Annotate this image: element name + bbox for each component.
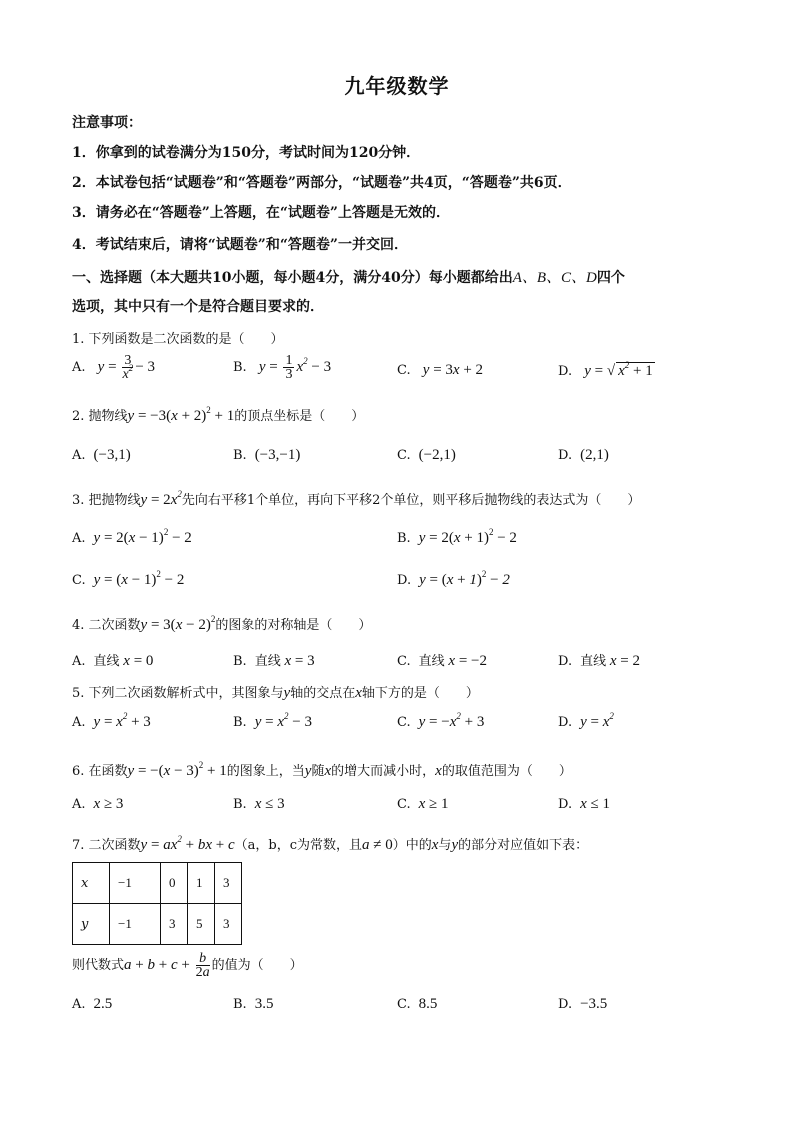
- q5-option-b: B. $y = x^2 - 3$: [233, 711, 312, 730]
- option-label: B.: [233, 715, 247, 730]
- question-2-stem: 2. 抛物线$y = -3(x + 2)^2 + 1$的顶点坐标是（ ）: [72, 405, 365, 424]
- section-heading-text: 一、选择题（本大题共10小题，每小题4分，满分40分）每小题都给出: [72, 270, 513, 286]
- section-heading-tail: 四个: [596, 270, 625, 286]
- stem-text: 随: [311, 764, 325, 779]
- option-text: (−2,1): [418, 447, 456, 463]
- notice-item-3: 3．请务必在“答题卷”上答题，在“试题卷”上答题是无效的．: [72, 205, 450, 221]
- q2-option-b: [233, 447, 300, 464]
- section-heading-line2: 选项，其中只有一个是符合题目要求的．: [72, 299, 324, 315]
- notice-item-1: 1．你拿到的试卷满分为150分，考试时间为120分钟．: [72, 145, 421, 161]
- notice-heading: 注意事项：: [72, 115, 142, 131]
- stem-text: （a，b，c为常数，且: [234, 838, 362, 853]
- stem-text: 与: [438, 838, 452, 853]
- stem-text: 3. 把抛物线: [72, 493, 141, 508]
- notice-item-4: 4．考试结束后，请将“试题卷”和“答题卷”一并交回．: [72, 237, 408, 253]
- q5-option-a: A. $y = x^2 + 3$: [72, 711, 151, 730]
- stem-text: 的值为（ ）: [211, 958, 303, 973]
- stem-text: 6. 在函数: [72, 764, 128, 779]
- option-text: 直线: [93, 654, 120, 669]
- q4-option-d: D. 直线 x = 2: [558, 653, 640, 669]
- option-label: D.: [558, 997, 573, 1012]
- value-table: [72, 862, 242, 945]
- table-cell: 1: [188, 863, 215, 904]
- table-row: [73, 863, 242, 904]
- option-label: A.: [72, 797, 86, 812]
- q7-option-b: [233, 996, 273, 1013]
- option-label: B.: [233, 360, 247, 375]
- option-label: C.: [397, 797, 411, 812]
- stem-text: 的图象上，当: [226, 764, 305, 779]
- question-7-stem: 7. 二次函数$y = ax^2$ + bx + c（a，b，c为常数，且a ≠ 0）中的x与y的部分对应值如下表：: [72, 834, 589, 853]
- q7-option-c: [397, 996, 437, 1013]
- q1-option-b: B. y = $\frac{1}{3}$ $x^2 - 3$: [233, 353, 332, 382]
- page-title: 九年级数学: [344, 74, 450, 98]
- stem-text: 则代数式: [72, 958, 125, 973]
- option-text: 8.5: [418, 996, 438, 1012]
- q3-option-c: C. $y = (x - 1)^2 - 2$: [72, 569, 185, 588]
- stem-text: 的增大而减小时，: [331, 764, 436, 779]
- question-1-stem: 1. 下列函数是二次函数的是（ ）: [72, 332, 284, 347]
- q2-option-c: [397, 447, 456, 464]
- stem-text: 的取值范围为（ ）: [441, 764, 572, 779]
- option-label: A.: [72, 654, 86, 669]
- option-text: 3.5: [254, 996, 274, 1012]
- question-4-stem: 4. 二次函数$y = 3(x - 2)^2$的图象的对称轴是（ ）: [72, 614, 372, 633]
- stem-text: 的图象的对称轴是（ ）: [215, 618, 372, 633]
- table-row: [73, 904, 242, 945]
- q4-option-a: A. 直线 x = 0: [72, 653, 154, 669]
- option-label: C.: [72, 573, 86, 588]
- q4-option-c: C. 直线 x = −2: [397, 653, 487, 669]
- option-text: −3.5: [580, 996, 608, 1012]
- question-5-stem: 5. 下列二次函数解析式中，其图象与y轴的交点在x轴下方的是（ ）: [72, 685, 479, 701]
- q3-option-b: B. $y = 2(x + 1)^2 - 2$: [397, 527, 517, 546]
- q5-option-d: D. $y = x^2$: [558, 711, 614, 730]
- stem-text: 4. 二次函数: [72, 618, 141, 633]
- table-cell: −1: [110, 904, 161, 945]
- q4-option-b: B. 直线 x = 3: [233, 653, 315, 669]
- option-text: 直线: [418, 654, 445, 669]
- option-label: B.: [233, 448, 247, 463]
- stem-text: 的部分对应值如下表：: [458, 838, 589, 853]
- option-label: D.: [558, 797, 573, 812]
- table-cell: 5: [188, 904, 215, 945]
- stem-text: ）中的: [392, 838, 432, 853]
- table-cell: 3: [215, 904, 242, 945]
- option-label: D.: [558, 654, 573, 669]
- option-label: D.: [558, 448, 573, 463]
- table-cell: 3: [161, 904, 188, 945]
- stem-text: 轴下方的是（ ）: [361, 686, 479, 701]
- stem-text: 5. 下列二次函数解析式中，其图象与: [72, 686, 284, 701]
- option-label: A.: [72, 448, 86, 463]
- option-text: (−3,1): [93, 447, 131, 463]
- stem-text: 轴的交点在: [290, 686, 356, 701]
- q1-option-d: D. y = √ $x^2 + 1$: [558, 360, 653, 379]
- q6-option-c: C. x ≥ 1: [397, 796, 449, 812]
- section-heading-line1: [72, 266, 625, 287]
- option-label: D.: [558, 364, 573, 379]
- q5-option-c: C. $y = -x^2 + 3$: [397, 711, 485, 730]
- option-label: B.: [397, 531, 411, 546]
- option-label: D.: [558, 715, 573, 730]
- stem-text: 先向右平移1个单位，再向下平移2个单位，则平移后抛物线的表达式为（ ）: [181, 493, 641, 508]
- option-label: A.: [72, 360, 86, 375]
- q6-option-a: A. x ≥ 3: [72, 796, 124, 812]
- question-7-followup: 则代数式a + b + c + $\frac{b}{2a}$ 的值为（ ）: [72, 951, 303, 980]
- stem-text: 2. 抛物线: [72, 409, 128, 424]
- question-6-stem: 6. 在函数$y = -(x - 3)^2 + 1$的图象上，当y随x的增大而减小时，x的取值范围为（ ）: [72, 760, 572, 779]
- option-label: A.: [72, 715, 86, 730]
- option-text: 直线: [580, 654, 607, 669]
- q3-option-d: D. $y = (x + 1)^2 - 2$: [397, 569, 510, 588]
- option-text: 直线: [254, 654, 281, 669]
- table-cell: −1: [110, 863, 161, 904]
- q3-option-a: A. $y = 2(x - 1)^2 - 2$: [72, 527, 192, 546]
- option-label: C.: [397, 997, 411, 1012]
- option-label: A.: [72, 997, 86, 1012]
- stem-text: 的顶点坐标是（ ）: [234, 409, 365, 424]
- table-cell: 0: [161, 863, 188, 904]
- q2-option-d: [558, 447, 609, 464]
- q1-option-c: C. y = 3x + 2: [397, 362, 484, 378]
- option-label: B.: [233, 797, 247, 812]
- q6-option-d: D. x ≤ 1: [558, 796, 610, 812]
- notice-item-2: 2．本试卷包括“试题卷”和“答题卷”两部分，“试题卷”共4页，“答题卷”共6页．: [72, 175, 572, 191]
- stem-text: 7. 二次函数: [72, 838, 141, 853]
- table-cell: x: [73, 863, 110, 904]
- option-label: B.: [233, 997, 247, 1012]
- option-label: C.: [397, 363, 411, 378]
- option-label: C.: [397, 448, 411, 463]
- q7-option-a: [72, 996, 112, 1013]
- option-label: B.: [233, 654, 247, 669]
- table-cell: y: [73, 904, 110, 945]
- option-label: D.: [397, 573, 412, 588]
- option-text: (2,1): [580, 447, 609, 463]
- option-label: A.: [72, 531, 86, 546]
- q1-option-a: A. y = $\frac{3}{x^2}$ − 3: [72, 353, 156, 382]
- question-3-stem: 3. 把抛物线$y = 2x^2$先向右平移1个单位，再向下平移2个单位，则平移后抛物线的表达式为（ ）: [72, 489, 641, 508]
- option-text: 2.5: [93, 996, 113, 1012]
- table-cell: 3: [215, 863, 242, 904]
- q7-option-d: [558, 996, 607, 1013]
- option-label: C.: [397, 654, 411, 669]
- section-choice-letters: A、B、C、D: [512, 270, 597, 286]
- q2-option-a: [72, 447, 131, 464]
- option-text: (−3,−1): [254, 447, 301, 463]
- q6-option-b: B. x ≤ 3: [233, 796, 285, 812]
- option-label: C.: [397, 715, 411, 730]
